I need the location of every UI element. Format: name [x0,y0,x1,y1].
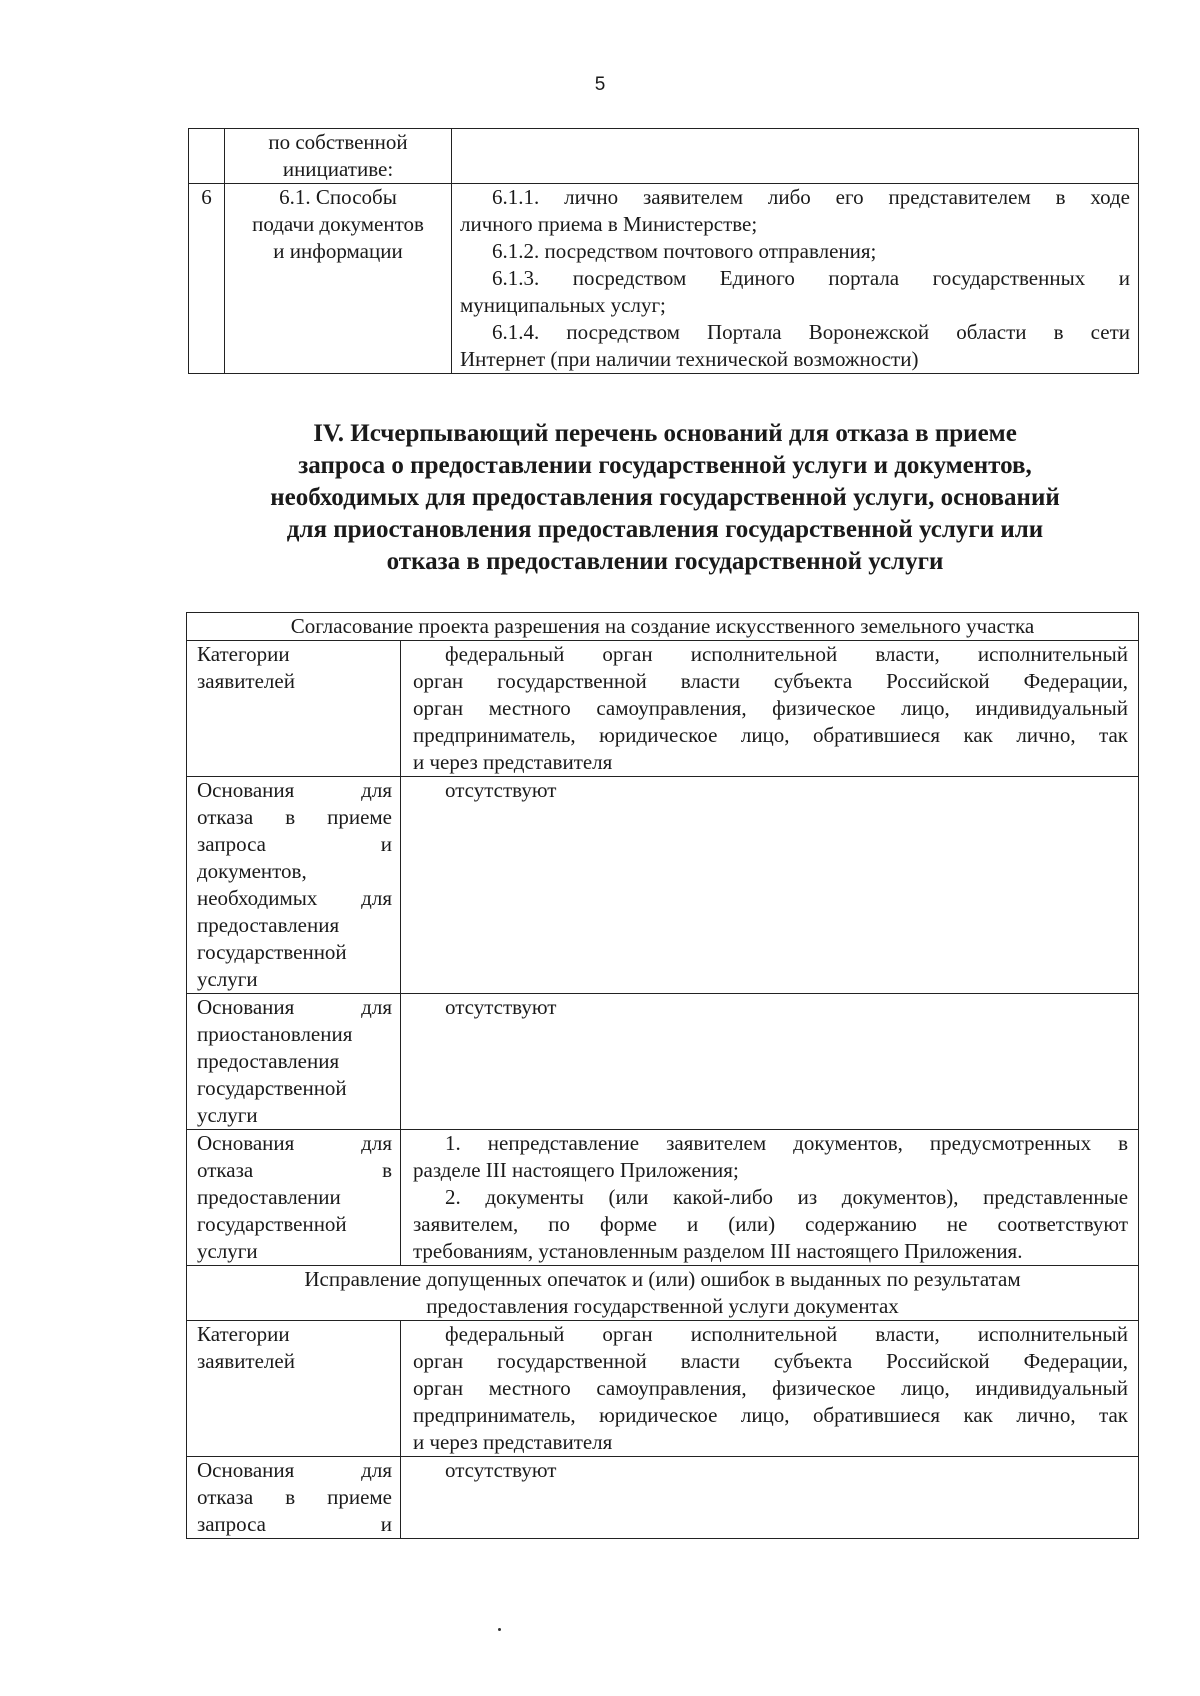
item-line: муниципальных услуг; [460,293,666,317]
table-cell [452,129,1139,184]
table-row [187,777,1139,994]
item-line: 6.1.2. посредством почтового отправления; [492,239,877,263]
table-row [187,1130,1139,1266]
value-line: отсутствуют [445,778,557,802]
value-line: требованиям, установленным разделом III настоящего Приложения. [413,1239,1023,1263]
value-line: 2. документы (или какой-либо из документов), представленные [445,1185,1129,1209]
value-line: орган государственной власти субъекта Российской Федерации, [413,669,1129,693]
item-line: 6.1.1. лично заявителем либо его представителем в ходе [492,185,1130,209]
refusal-service-value [401,1130,1139,1266]
key-line: необходимых для [197,886,392,910]
key-line: Категории [197,1322,290,1346]
key-line: услуги [197,967,258,991]
key-line: заявителей [197,1349,295,1373]
value-line: предприниматель, юридическое лицо, обратившиеся как лично, так [413,1403,1129,1427]
heading-line: для приостановления предоставления государственной услуги или [286,516,1044,543]
key-line: запроса и [197,832,392,856]
table-row [187,1266,1139,1321]
value-line: отсутствуют [445,1458,557,1482]
section-heading [190,418,1140,578]
top-table [188,128,1139,374]
block-title: Согласование проекта разрешения на создание искусственного земельного участка [187,613,1139,641]
item-line: 6.1.3. посредством Единого портала государственных и [492,266,1130,290]
applicants-value [401,641,1139,777]
table-row [187,613,1139,641]
applicants-value [401,1321,1139,1457]
table-row [189,129,1139,184]
item-line: личного приема в Министерстве; [460,212,758,236]
value-line: заявителем, по форме и (или) содержанию не соответствуют [413,1212,1129,1236]
main-table [186,612,1139,1539]
value-line: и через представителя [413,1430,613,1454]
value-line: и через представителя [413,750,613,774]
table-row [187,641,1139,777]
key-line: приостановления [197,1022,353,1046]
suspension-key [187,994,401,1130]
key-line: запроса и [197,1512,392,1536]
scan-dot [498,1628,501,1631]
header-continuation-line: по собственной [268,130,408,154]
key-line: заявителей [197,669,295,693]
page-number: 5 [594,74,606,95]
refusal-service-key [187,1130,401,1266]
refusal-accept-value [401,1457,1139,1539]
subject-line: и информации [273,239,403,263]
value-line: разделе III настоящего Приложения; [413,1158,739,1182]
refusal-accept-value [401,777,1139,994]
key-line: отказа в приеме [197,1485,392,1509]
key-line: услуги [197,1103,258,1127]
table-row [187,994,1139,1130]
value-line: федеральный орган исполнительной власти, исполнительный [445,1322,1129,1346]
value-line: отсутствуют [445,995,557,1019]
applicants-key [187,1321,401,1457]
key-line: Основания для [197,778,392,802]
block-title [187,1266,1139,1321]
item-line: 6.1.4. посредством Портала Воронежской области в сети [492,320,1130,344]
key-line: услуги [197,1239,258,1263]
value-line: 1. непредставление заявителем документов, предусмотренных в [445,1131,1129,1155]
row-subject [225,184,452,374]
title-line: Исправление допущенных опечаток и (или) ошибок в выданных по результатам [304,1267,1021,1291]
value-line: орган местного самоуправления, физическое лицо, индивидуальный [413,696,1129,720]
title-line: предоставления государственной услуги документах [426,1294,899,1318]
key-line: Основания для [197,1131,392,1155]
key-line: предоставления [197,913,340,937]
key-line: государственной [197,940,347,964]
refusal-accept-key [187,777,401,994]
table-cell [225,129,452,184]
item-line: Интернет (при наличии технической возможности) [460,347,919,371]
value-line: орган местного самоуправления, физическое лицо, индивидуальный [413,1376,1129,1400]
heading-line: IV. Исчерпывающий перечень оснований для отказа в приеме [313,420,1017,447]
heading-line: необходимых для предоставления государственной услуги, оснований [270,484,1060,511]
key-line: государственной [197,1076,347,1100]
key-line: Категории [197,642,290,666]
key-line: государственной [197,1212,347,1236]
table-row [189,184,1139,374]
row-number: 6 [189,184,225,374]
subject-line: 6.1. Способы [279,185,397,209]
table-row [187,1457,1139,1539]
key-line: предоставления [197,1049,340,1073]
key-line: отказа в [197,1158,392,1182]
table-row [187,1321,1139,1457]
key-line: отказа в приеме [197,805,392,829]
header-continuation-line: инициативе: [282,157,394,181]
heading-line: отказа в предоставлении государственной услуги [386,548,944,575]
key-line: документов, [197,859,307,883]
value-line: орган государственной власти субъекта Российской Федерации, [413,1349,1129,1373]
suspension-value [401,994,1139,1130]
value-line: федеральный орган исполнительной власти, исполнительный [445,642,1129,666]
key-line: предоставлении [197,1185,341,1209]
heading-line: запроса о предоставлении государственной услуги и документов, [298,452,1032,479]
row-items [452,184,1139,374]
key-line: Основания для [197,995,392,1019]
applicants-key [187,641,401,777]
table-cell [189,129,225,184]
refusal-accept-key [187,1457,401,1539]
value-line: предприниматель, юридическое лицо, обратившиеся как лично, так [413,723,1129,747]
subject-line: подачи документов [252,212,424,236]
key-line: Основания для [197,1458,392,1482]
